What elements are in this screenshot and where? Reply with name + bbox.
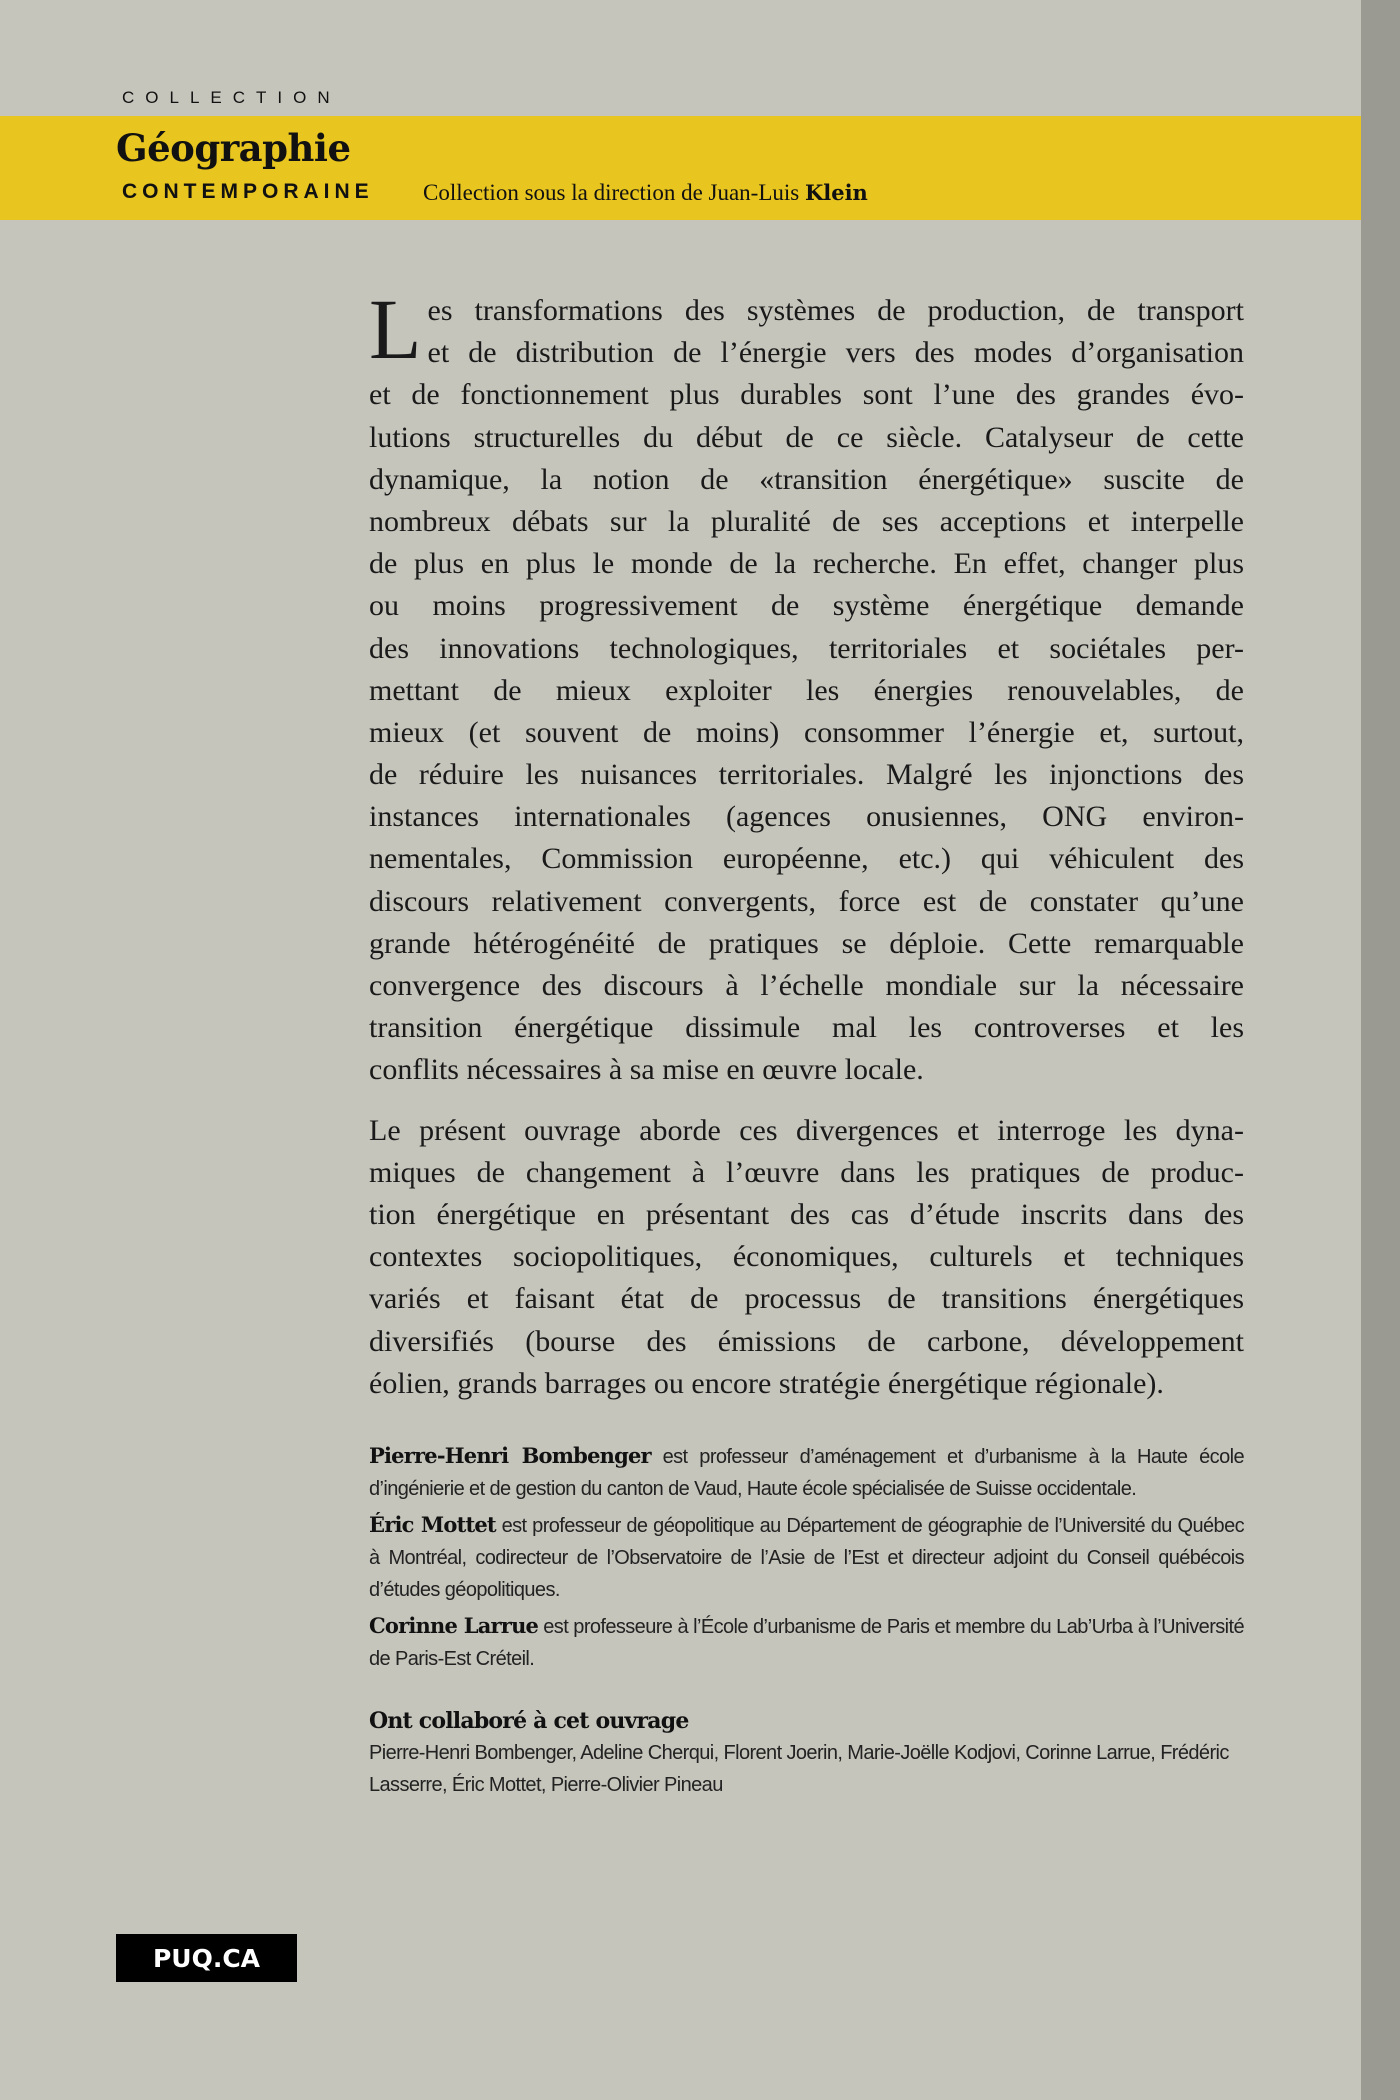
summary-paragraph-2 — [369, 1110, 1244, 1405]
text-line: Le présent ouvrage aborde ces divergences et interroge les dyna- — [369, 1113, 1244, 1147]
text-line: es transformations des systèmes de production, de transport — [427, 294, 1244, 327]
text-line: mieux (et souvent de moins) consommer l’énergie et, surtout, — [369, 715, 1244, 749]
text-line: mettant de mieux exploiter les énergies renouvelables, de — [369, 673, 1244, 707]
series-subtitle: CONTEMPORAINE — [122, 180, 374, 203]
text-line: conflits nécessaires à sa mise en œuvre locale. — [369, 1053, 924, 1087]
spine-strip — [1361, 0, 1400, 2100]
text-line: et de distribution de l’énergie vers des modes d’organisation — [427, 336, 1244, 370]
text-line: variés et faisant état de processus de transitions énergétiques — [369, 1282, 1244, 1316]
collaborators-title: Ont collaboré à cet ouvrage — [369, 1708, 689, 1734]
author-description: est professeure à l’École d’urbanisme de Paris et membre du Lab’Urba à l’Université de Paris-Est Créteil. — [369, 1616, 1244, 1670]
author-name: Éric Mottet — [369, 1512, 496, 1537]
author-name: Pierre-Henri Bombenger — [369, 1443, 651, 1468]
text-line: de réduire les nuisances territoriales. Malgré les injonctions des — [369, 758, 1244, 792]
text-line: grande hétérogénéité de pratiques se déploie. Cette remarquable — [369, 926, 1244, 960]
author-description: est professeur de géopolitique au Département de géographie de l’Université du Québec à Montréal, codirecteur de l’Observatoire de l’Asie de l’Est et directeur adjoint du Conseil québécois d’études géopolitiques. — [369, 1515, 1245, 1601]
summary-paragraph-1 — [369, 281, 1244, 1092]
publisher-logo: PUQ.CA — [116, 1934, 297, 1982]
text-line: dynamique, la notion de «transition énergétique» suscite de — [369, 462, 1244, 496]
author-description: est professeur d’aménagement et d’urbanisme à la Haute école d’ingénierie et de gestion du canton de Vaud, Haute école spécialisée de Suisse occidentale. — [369, 1446, 1244, 1500]
text-line: des innovations technologiques, territoriales et sociétales per- — [369, 631, 1244, 665]
text-line: et de fonctionnement plus durables sont l’une des grandes évo- — [369, 378, 1244, 412]
text-line: ou moins progressivement de système énergétique demande — [369, 589, 1244, 623]
text-line: instances internationales (agences onusiennes, ONG environ- — [369, 800, 1244, 834]
text-line: discours relativement convergents, force est de constater qu’une — [369, 884, 1244, 918]
text-line: tion énergétique en présentant des cas d’étude inscrits dans des — [369, 1197, 1244, 1231]
text-line: transition énergétique dissimule mal les controverses et les — [369, 1011, 1244, 1045]
author-bio — [369, 1509, 1244, 1606]
collection-label: COLLECTION — [122, 88, 341, 107]
author-bio — [369, 1440, 1244, 1505]
author-bios — [369, 1440, 1244, 1805]
text-line: lutions structurelles du début de ce siècle. Catalyseur de cette — [369, 420, 1244, 454]
direction-text: Collection sous la direction de Juan-Luis — [423, 180, 800, 205]
text-line: miques de changement à l’œuvre dans les pratiques de produc- — [369, 1155, 1244, 1189]
text-line: contextes sociopolitiques, économiques, culturels et techniques — [369, 1240, 1244, 1274]
author-name: Corinne Larrue — [369, 1613, 539, 1638]
summary-text — [369, 281, 1244, 1405]
text-line: nombreux débats sur la pluralité de ses acceptions et interpelle — [369, 504, 1244, 538]
director-name: Klein — [804, 180, 868, 205]
text-line: de plus en plus le monde de la recherche. En effet, changer plus — [369, 547, 1244, 581]
author-bio — [369, 1610, 1244, 1675]
text-line: nementales, Commission européenne, etc.) qui véhiculent des — [369, 842, 1244, 876]
text-line: diversifiés (bourse des émissions de carbone, développement — [369, 1324, 1244, 1358]
collection-direction — [423, 180, 868, 206]
series-title: Géographie — [116, 126, 351, 170]
collaborators-names: Pierre-Henri Bombenger, Adeline Cherqui, Florent Joerin, Marie-Joëlle Kodjovi, Corinne Larrue, Frédéric Lasserre, Éric Mottet, Pierre-Olivier Pineau — [369, 1742, 1229, 1796]
text-line: convergence des discours à l’échelle mondiale sur la nécessaire — [369, 969, 1244, 1002]
text-line: éolien, grands barrages ou encore stratégie énergétique régionale). — [369, 1366, 1164, 1400]
drop-cap: L — [369, 281, 422, 377]
